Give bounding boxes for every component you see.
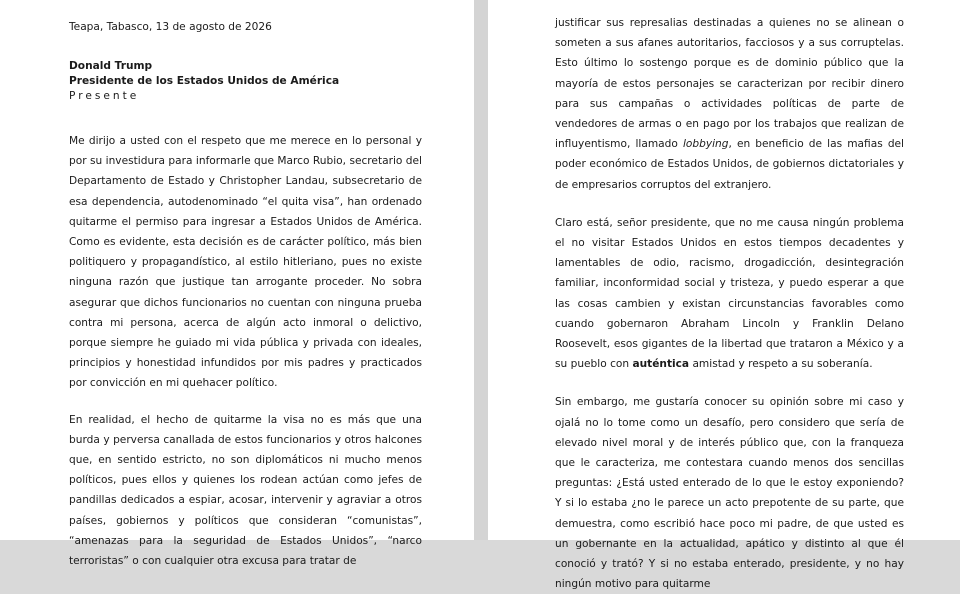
paragraph-1: Me dirijo a usted con el respeto que me merece en lo personal y por su investidura para informarle que Marco Rubio, secretario del Departamento de Estado y Christopher Landau, subsecretario de esa dependencia, autodenominado “el quita visa”, han ordenado quitarme el permiso para ingresar a Estados Unidos de América. Como es evidente, esta decisión es de carácter político, más bien politiquero y propagandístico, al estilo hitleriano, pues no existe ninguna razón que justique tan arrogante proceder. No sobra asegurar que dichos funcionarios no cuentan con ninguna prueba contra mi persona, acerca de algún acto inmoral o delictivo, porque siempre he guiado mi vida pública y privada con ideales, principios y honestidad infundidos por mis padres y practicados por convicción en mi quehacer político. — [69, 135, 422, 390]
paragraph-4-text-b: amistad y respeto a su soberanía. — [689, 358, 873, 371]
letter-date: Teapa, Tabasco, 13 de agosto de 2026 — [69, 21, 272, 33]
paragraph-4 — [555, 213, 904, 375]
recipient-name: Donald Trump — [69, 60, 153, 72]
paragraph-3-text-b: , en beneficio de las mafias del poder económico de Estados Unidos, de gobiernos dictatoriales y de empresarios corruptos del extranjero. — [555, 138, 905, 191]
recipient-block — [69, 59, 422, 104]
autentica-bold: auténtica — [632, 358, 690, 371]
paragraph-5: Sin embargo, me gustaría conocer su opinión sobre mi caso y ojalá no lo tome como un desafío, pero considero que sería de elevado nivel moral y de interés público que, con la franqueza que le caracteriza, me contestara cuando menos dos sencillas preguntas: ¿Está usted enterado de lo que le estoy exponiendo? Y si lo estaba ¿no le parece un acto prepotente de su parte, que demuestra, como escribió hace poco mi padre, de que usted es un gobernante en la actualidad, apático y distinto al que él conoció y trató? Y si no estaba enterado, presidente, y no hay ningún motivo para quitarme — [555, 396, 904, 591]
letter-page-left — [0, 0, 474, 568]
paragraph-3 — [555, 13, 904, 195]
recipient-title: Presidente de los Estados Unidos de América — [69, 75, 340, 87]
paragraph-3-text-a: justificar sus represalias destinadas a quienes no se alinean o someten a sus afanes autoritarios, facciosos y a sus corruptelas. Esto último lo sostengo porque es de dominio público que la mayoría de estos personajes se caracterizan por recibir dinero para sus campañas o actividades políticas de parte de vendedores de armas o en pago por los trabajos que realizan de influyentismo, llamado — [555, 17, 904, 151]
paragraph-4-text-a: Claro está, señor presidente, que no me causa ningún problema el no visitar Estados Unidos en estos tiempos decadentes y lamentables de odio, racismo, drogadicción, desintegración familiar, inconformidad social y tristeza, y puedo esperar a que las cosas cambien y existan circunstancias favorables como cuando gobernaron Abraham Lincoln y Franklin Delano Roosevelt, esos gigantes de la libertad que trataron a México y a su pueblo con — [555, 216, 904, 371]
letter-page-right — [488, 0, 960, 591]
lobbying-italic: lobbying — [682, 138, 729, 151]
recipient-presente: Presente — [69, 90, 140, 102]
paragraph-2: En realidad, el hecho de quitarme la visa no es más que una burda y perversa canallada de estos funcionarios y otros halcones que, en sentido estricto, no son diplomáticos ni mucho menos políticos, pues ellos y quienes los rodean actúan como jefes de pandillas dedicados a espiar, acosar, intervenir y agraviar a otros países, gobiernos y políticos que consideran “comunistas”, “amenazas para la seguridad de Estados Unidos”, “narco terroristas” o con cualquier otra excusa para tratar de — [69, 413, 422, 568]
page-gap — [474, 0, 488, 540]
